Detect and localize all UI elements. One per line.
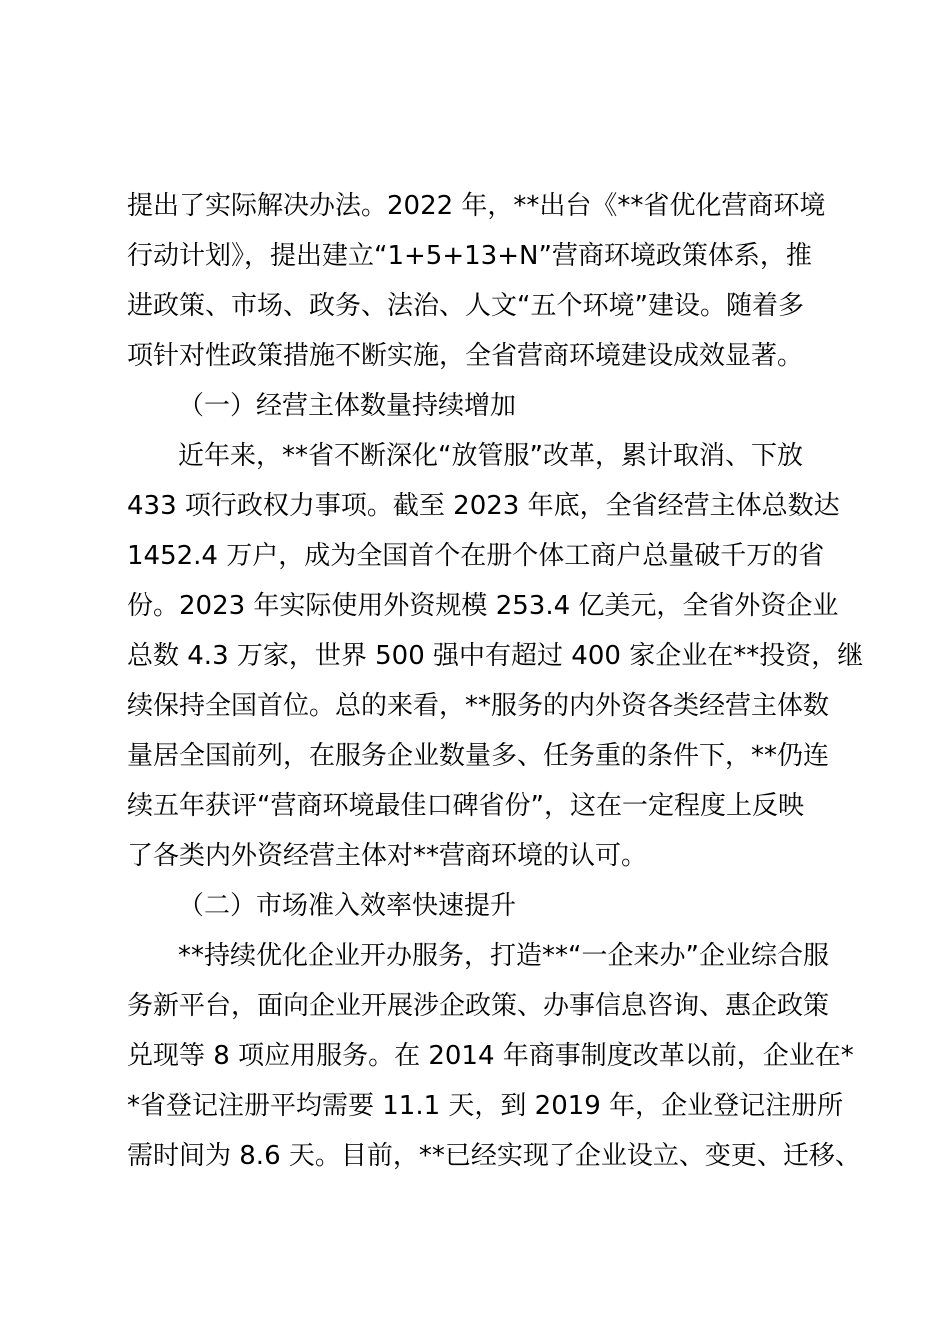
paragraph-line: 总数 4.3 万家，世界 500 强中有超过 400 家企业在**投资，继	[127, 641, 864, 671]
section-heading-1: （一）经营主体数量持续增加	[178, 391, 517, 421]
paragraph-line: 了各类内外资经营主体对**营商环境的认可。	[127, 841, 648, 871]
paragraph-line: 量居全国前列，在服务企业数量多、任务重的条件下，**仍连	[127, 741, 830, 771]
paragraph-line: 行动计划》，提出建立“1+5+13+N”营商环境政策体系，推	[127, 241, 812, 271]
paragraph-line: 续五年获评“营商环境最佳口碑省份”，这在一定程度上反映	[127, 791, 804, 821]
paragraph-line: **持续优化企业开办服务，打造**“一企来办”企业综合服	[178, 941, 829, 971]
paragraph-line: 需时间为 8.6 天。目前，**已经实现了企业设立、变更、迁移、	[127, 1141, 861, 1171]
paragraph-line: 项针对性政策措施不断实施，全省营商环境建设成效显著。	[127, 341, 804, 371]
paragraph-line: 进政策、市场、政务、法治、人文“五个环境”建设。随着多	[127, 291, 804, 321]
paragraph-line: *省登记注册平均需要 11.1 天，到 2019 年，企业登记注册所	[127, 1091, 844, 1121]
paragraph-line: 1452.4 万户，成为全国首个在册个体工商户总量破千万的省	[127, 541, 825, 571]
section-heading-2: （二）市场准入效率快速提升	[178, 891, 517, 921]
paragraph-line: 务新平台，面向企业开展涉企政策、办事信息咨询、惠企政策	[127, 991, 830, 1021]
paragraph-line: 份。2023 年实际使用外资规模 253.4 亿美元，全省外资企业	[127, 591, 839, 621]
paragraph-line: 提出了实际解决办法。2022 年，**出台《**省优化营商环境	[127, 191, 826, 221]
paragraph-line: 近年来，**省不断深化“放管服”改革，累计取消、下放	[178, 441, 803, 471]
paragraph-line: 兑现等 8 项应用服务。在 2014 年商事制度改革以前，企业在*	[127, 1041, 854, 1071]
paragraph-line: 续保持全国首位。总的来看，**服务的内外资各类经营主体数	[127, 691, 830, 721]
paragraph-line: 433 项行政权力事项。截至 2023 年底，全省经营主体总数达	[127, 491, 840, 521]
